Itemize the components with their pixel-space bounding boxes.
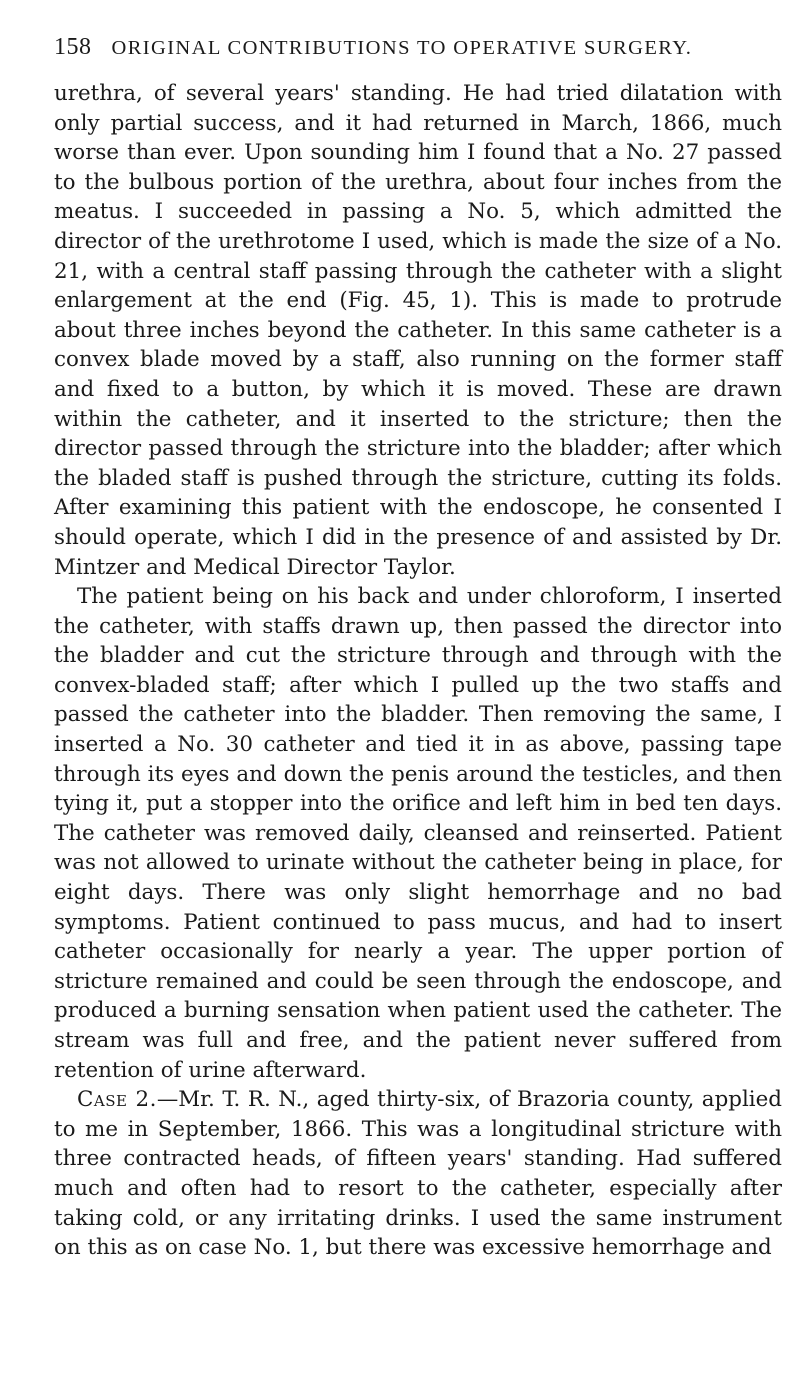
case-2-label: Case 2.: [77, 1087, 157, 1113]
page-number: 158: [54, 34, 92, 60]
paragraph-case-2: [54, 1085, 782, 1263]
body-text: [54, 79, 782, 1263]
paragraph-continuation: urethra, of several years' standing. He had tried dilatation with only partial success, and it had returned in March, 1866, much worse than ever. Upon sounding him I found that a No. 27 passed to the bulbous portion of the urethra, about four inches from the meatus. I succeeded in passing a No. 5, which admitted the director of the urethrotome I used, which is made the size of a No. 21, with a central staff passing through the catheter with a slight enlargement at the end (Fig. 45, 1). This is made to protrude about three inches beyond the catheter. In this same catheter is a convex blade moved by a staff, also running on the former staff and fixed to a button, by which it is moved. These are drawn within the catheter, and it inserted to the stricture; then the director passed through the stricture into the bladder; after which the bladed staff is pushed through the stricture, cutting its folds. After examining this patient with the endoscope, he consented I should operate, which I did in the presence of and assisted by Dr. Mintzer and Medical Director Taylor.: [54, 81, 782, 580]
case-2-text: —Mr. T. R. N., aged thirty-six, of Brazoria county, applied to me in September, 1866. This was a longitudinal stricture with three contracted heads, of fifteen years' standing. Had suffered much and often had to resort to the catheter, especially after taking cold, or any irritating drinks. I used the same instrument on this as on case No. 1, but there was excessive hemorrhage and: [54, 1087, 782, 1261]
book-page: [54, 34, 782, 1263]
running-head: [54, 34, 782, 61]
running-title: ORIGINAL CONTRIBUTIONS TO OPERATIVE SURGERY.: [111, 37, 693, 59]
paragraph-operation: The patient being on his back and under chloroform, I inserted the catheter, with staffs drawn up, then passed the director into the bladder and cut the stricture through and through with the convex-bladed staff; after which I pulled up the two staffs and passed the catheter into the bladder. Then removing the same, I inserted a No. 30 catheter and tied it in as above, passing tape through its eyes and down the penis around the testicles, and then tying it, put a stopper into the orifice and left him in bed ten days. The catheter was removed daily, cleansed and reinserted. Patient was not allowed to urinate without the catheter being in place, for eight days. There was only slight hemorrhage and no bad symptoms. Patient continued to pass mucus, and had to insert catheter occasionally for nearly a year. The upper portion of stricture remained and could be seen through the endoscope, and produced a burning sensation when patient used the catheter. The stream was full and free, and the patient never suffered from retention of urine afterward.: [54, 584, 782, 1083]
